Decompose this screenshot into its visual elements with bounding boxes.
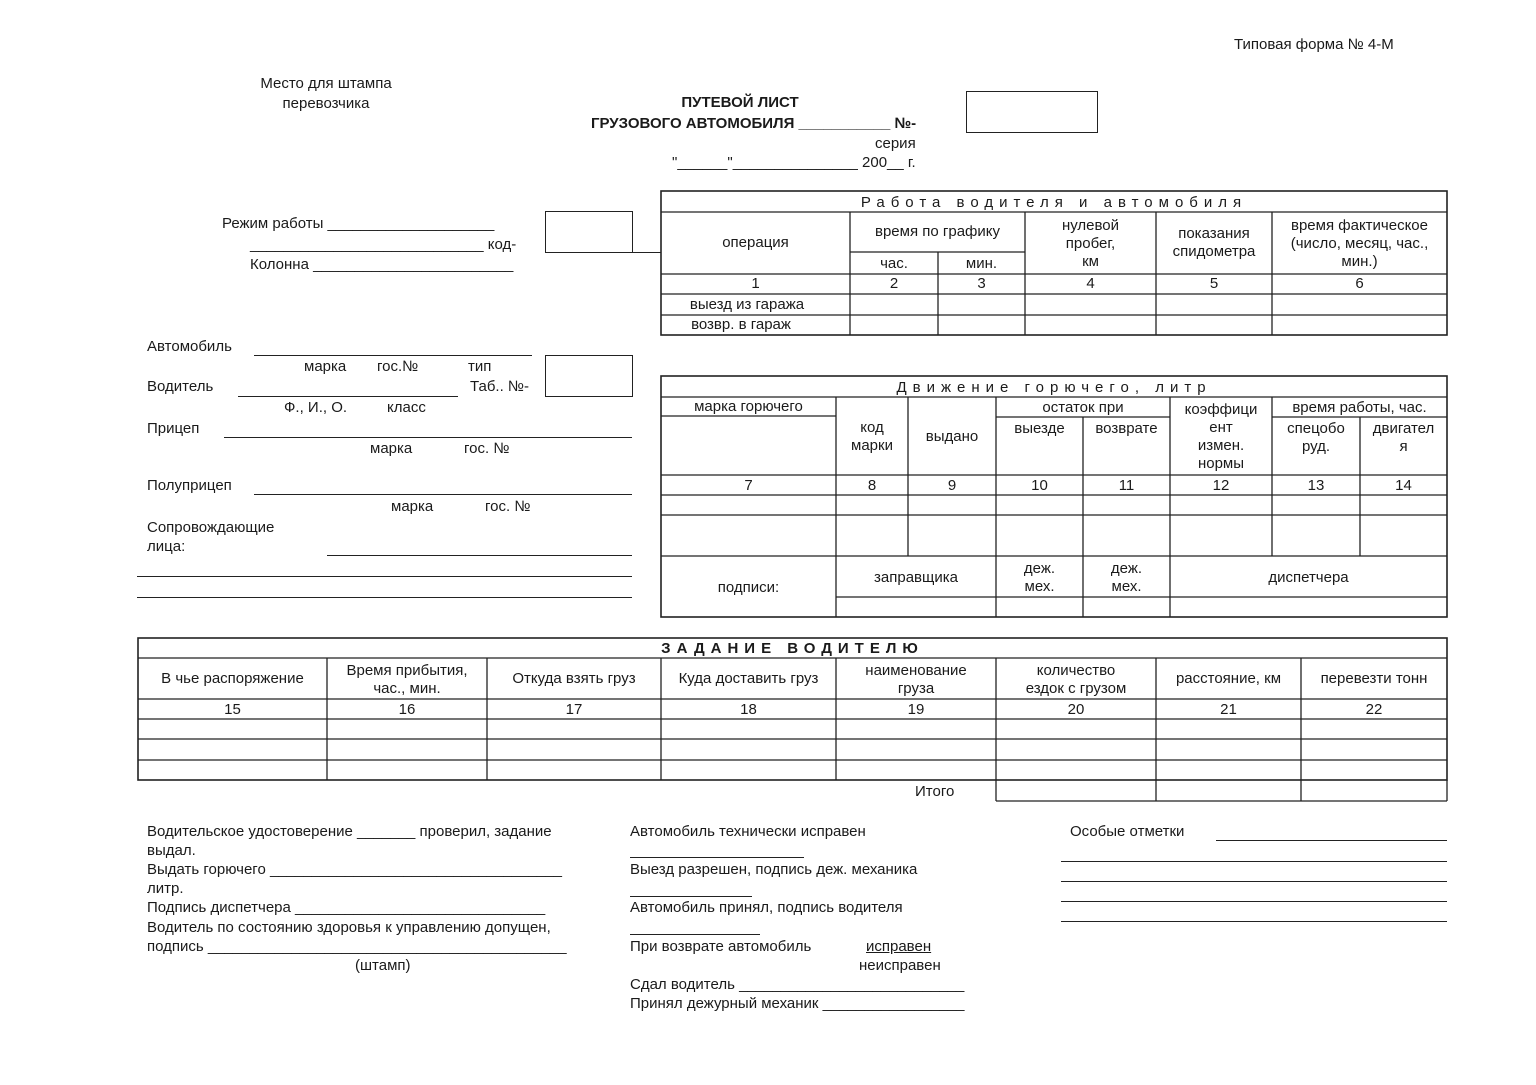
driver-sub-fio: Ф., И., О.: [284, 399, 348, 416]
notes-line-2[interactable]: [1061, 861, 1447, 862]
total-label: Итого: [915, 783, 955, 800]
col-cargo-1: наименование: [865, 661, 967, 679]
car-accepted-line[interactable]: [630, 934, 760, 935]
col-actual-1: время фактическое: [1291, 217, 1428, 234]
work-num-6: 6: [1355, 275, 1364, 292]
form-code: Типовая форма № 4-М: [1234, 36, 1394, 53]
col-trips-2: ездок с грузом: [1025, 679, 1127, 697]
col-min: мин.: [965, 255, 998, 272]
task-table-title: ЗАДАНИЕ ВОДИТЕЛЮ: [661, 640, 924, 657]
tab-number-label: Таб.. №-: [470, 378, 530, 395]
col-special-2: руд.: [1301, 438, 1331, 455]
work-num-5: 5: [1209, 275, 1219, 292]
col-zero-2: пробег,: [1065, 235, 1116, 252]
driver-sub-class: класс: [387, 399, 426, 416]
car-sub-type: тип: [468, 358, 492, 375]
col-code-1: код: [860, 419, 884, 436]
task-num-16: 16: [398, 700, 416, 718]
col-speedo-1: показания: [1178, 225, 1250, 242]
task-num-15: 15: [224, 700, 241, 718]
fuel-num-8: 8: [867, 476, 877, 494]
col-distance: расстояние, км: [1175, 670, 1282, 687]
fuel-num-13: 13: [1307, 476, 1325, 494]
semi-sub-reg: гос. №: [485, 498, 531, 515]
exit-allowed-line[interactable]: [630, 896, 752, 897]
col-special-1: спецобо: [1287, 420, 1345, 437]
sig-mech-1: деж.: [1023, 559, 1056, 577]
col-zero-3: км: [1082, 253, 1099, 270]
col-rest-back: возврате: [1095, 420, 1158, 437]
task-num-20: 20: [1067, 700, 1085, 718]
col-zero-mileage: [1025, 214, 1156, 274]
notes-line-5[interactable]: [1061, 921, 1447, 922]
col-actual-time: [1272, 214, 1447, 274]
fuel-num-7: 7: [744, 476, 753, 494]
fuel-num-12: 12: [1212, 476, 1230, 494]
col-schedule: время по графику: [875, 223, 1000, 240]
col-arrival-2: час., мин.: [373, 679, 441, 697]
fuel-num-9: 9: [947, 476, 957, 494]
col-arrival-time: [327, 660, 487, 699]
col-rest-out: выезде: [1014, 420, 1065, 437]
fuel-num-11: 11: [1118, 476, 1135, 494]
car-label: Автомобиль: [147, 338, 232, 355]
license-check-line[interactable]: Водительское удостоверение _______ проверил, задание: [147, 823, 552, 840]
car-sub-brand: марка: [304, 358, 347, 375]
issue-fuel-line[interactable]: Выдать горючего ___________________________________: [147, 861, 562, 878]
col-cargo-name: [836, 660, 996, 699]
col-hour: час.: [880, 255, 908, 272]
tech-ok-line[interactable]: [630, 857, 804, 858]
handed-by-driver-line[interactable]: Сдал водитель ___________________________: [630, 976, 965, 993]
col-actual-3: мин.): [1341, 253, 1378, 270]
semi-sub-brand: марка: [391, 498, 434, 515]
col-code-2: марки: [851, 437, 893, 454]
date-line[interactable]: "______"_______________ 200__ г.: [672, 154, 916, 171]
fuel-num-14: 14: [1395, 476, 1412, 494]
health-admitted-label: Водитель по состоянию здоровья к управлению допущен,: [147, 919, 551, 936]
column-field[interactable]: Колонна ________________________: [250, 256, 514, 273]
col-issued: выдано: [925, 428, 979, 445]
sig-mech2-1: деж.: [1110, 559, 1143, 577]
col-fuel-brand: марка горючего: [694, 398, 803, 415]
notes-line-1[interactable]: [1216, 840, 1447, 841]
col-coefficient: [1170, 398, 1272, 475]
row-back-to-garage: возвр. в гараж: [691, 316, 791, 333]
col-to: Куда доставить груз: [678, 670, 819, 687]
col-engine-1: двигател: [1372, 420, 1435, 437]
work-table-title: Работа водителя и автомобиля: [860, 193, 1248, 211]
sig-fueler: заправщика: [874, 568, 958, 586]
col-from: Откуда взять груз: [512, 670, 636, 687]
col-coef-3: измен.: [1197, 436, 1245, 454]
notes-line-4[interactable]: [1061, 901, 1447, 902]
task-num-22: 22: [1365, 700, 1383, 718]
col-operation: операция: [722, 234, 789, 251]
health-signature-line[interactable]: подпись ___________________________________________: [147, 938, 567, 955]
dispatcher-signature-line[interactable]: Подпись диспетчера ______________________________: [147, 899, 546, 916]
row-out-of-garage: выезд из гаража: [689, 296, 805, 313]
code-field[interactable]: ____________________________ код-: [250, 236, 517, 253]
exit-allowed-label: Выезд разрешен, подпись деж. механика: [630, 861, 918, 878]
driver-label: Водитель: [147, 378, 214, 395]
status-ok[interactable]: исправен: [866, 938, 932, 955]
notes-line-3[interactable]: [1061, 881, 1447, 882]
col-tons: перевезти тонн: [1320, 670, 1428, 687]
sig-mech2-2: мех.: [1111, 577, 1142, 595]
trailer-sub-reg: гос. №: [464, 440, 510, 457]
semitrailer-label: Полуприцеп: [147, 477, 232, 494]
work-num-3: 3: [977, 275, 986, 292]
signatures-label: подписи:: [717, 579, 780, 596]
col-coef-2: ент: [1209, 418, 1233, 436]
trailer-sub-brand: марка: [370, 440, 413, 457]
task-num-18: 18: [740, 700, 757, 718]
series-label: серия: [875, 135, 916, 152]
stamp-place-line-2: перевозчика: [282, 95, 370, 112]
stamp-label: (штамп): [355, 957, 411, 974]
task-num-17: 17: [565, 700, 583, 718]
fuel-table-title: Движение горючего, литр: [896, 378, 1212, 396]
col-engine: [1360, 419, 1447, 457]
doc-title-2: ГРУЗОВОГО АВТОМОБИЛЯ ___________ №-: [591, 115, 917, 132]
task-issued-label: выдал.: [147, 842, 196, 859]
col-coef-4: нормы: [1197, 454, 1245, 472]
col-cargo-2: груза: [897, 679, 935, 697]
work-num-1: 1: [751, 275, 760, 292]
special-notes-label: Особые отметки: [1070, 823, 1185, 840]
work-mode-field[interactable]: Режим работы ____________________: [222, 215, 495, 232]
col-actual-2: (число, месяц, час.,: [1290, 235, 1429, 252]
col-engine-2: я: [1399, 438, 1408, 455]
car-accepted-label: Автомобиль принял, подпись водителя: [630, 899, 903, 916]
task-num-21: 21: [1220, 700, 1237, 718]
sig-duty-mechanic-2: [1083, 558, 1170, 597]
escort-label-1: Сопровождающие: [147, 519, 275, 536]
work-num-4: 4: [1086, 275, 1095, 292]
sig-dispatcher: диспетчера: [1268, 568, 1349, 586]
task-num-19: 19: [907, 700, 925, 718]
trailer-label: Прицеп: [147, 420, 200, 437]
col-arrival-1: Время прибытия,: [346, 661, 468, 679]
sig-duty-mechanic-1: [996, 558, 1083, 597]
col-trips-1: количество: [1036, 661, 1116, 679]
col-worktime: время работы, час.: [1292, 398, 1427, 416]
sig-mech-2: мех.: [1024, 577, 1055, 595]
col-speedo-2: спидометра: [1172, 243, 1256, 260]
status-not-ok[interactable]: неисправен: [859, 957, 941, 974]
doc-title-1: ПУТЕВОЙ ЛИСТ: [681, 94, 799, 111]
col-rest: остаток при: [1042, 398, 1124, 416]
work-num-2: 2: [889, 275, 899, 292]
col-disposal: В чье распоряжение: [161, 670, 304, 687]
col-fuel-code: [836, 417, 908, 457]
col-coef-1: коэффици: [1184, 400, 1258, 418]
stamp-place-line-1: Место для штампа: [260, 75, 392, 92]
col-zero-1: нулевой: [1061, 217, 1120, 234]
escort-label-2: лица:: [147, 538, 186, 555]
tech-ok-label: Автомобиль технически исправен: [630, 823, 866, 840]
fuel-num-10: 10: [1031, 476, 1048, 494]
col-special-equipment: [1272, 419, 1360, 457]
col-speedometer: [1156, 212, 1272, 274]
col-trips: [996, 660, 1156, 699]
on-return-label: При возврате автомобиль: [630, 938, 812, 955]
car-sub-reg: гос.№: [377, 358, 419, 375]
liters-label: литр.: [147, 880, 184, 897]
accepted-by-mechanic-line[interactable]: Принял дежурный механик _________________: [630, 995, 965, 1012]
